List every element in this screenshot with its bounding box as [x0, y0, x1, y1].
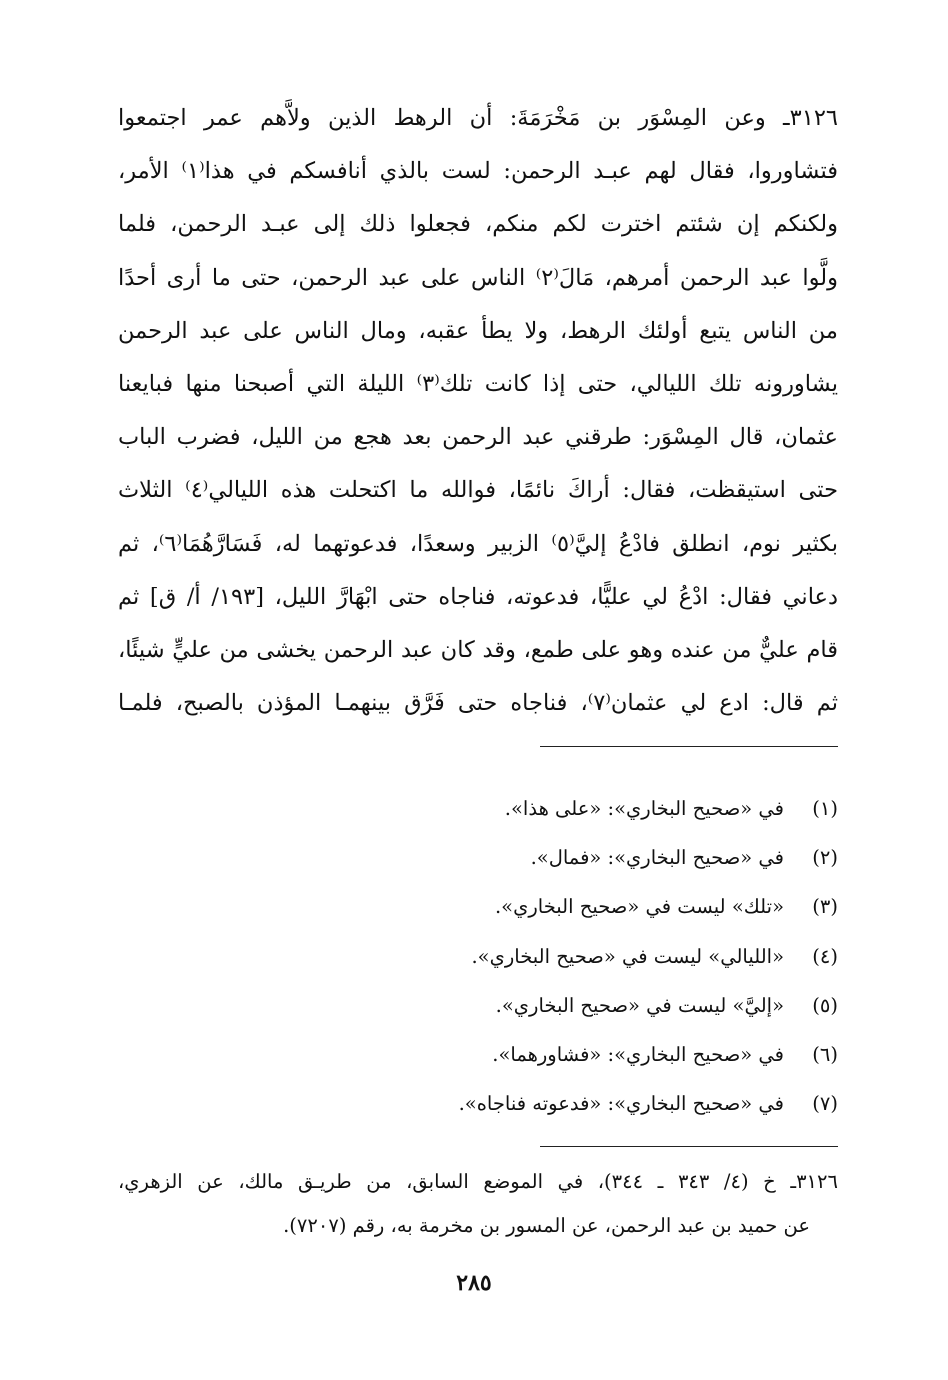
footnote-item	[238, 1079, 838, 1128]
footnote-number: (٣)	[812, 895, 838, 919]
footnote-text: في «صحيح البخاري»: «على هذا».	[504, 797, 784, 820]
body-line: ثم قال: ادع لي عثمان⁽٧⁾، فناجاه حتى فَرَّق بينهمـا المؤذن بالصبح، فلمـا	[118, 690, 838, 717]
source-reference	[118, 1160, 838, 1248]
footnote-text: في «صحيح البخاري»: «فدعوته فناجاه».	[458, 1092, 784, 1116]
footnote-item	[238, 1030, 838, 1079]
body-line: دعاني فقال: ادْعُ لي عليًّا، فدعوته، فناجاه حتى ابْهَارَّ الليل، [١٩٣/ أ/ ق] ثم	[118, 583, 838, 610]
source-divider	[540, 1146, 838, 1147]
footnote-text: «الليالي» ليست في «صحيح البخاري».	[471, 944, 784, 968]
footnote-number: (٢)	[812, 846, 838, 870]
footnote-item	[238, 932, 838, 981]
footnotes-divider	[540, 746, 838, 747]
footnotes-list	[238, 784, 838, 1128]
body-line: ٣١٢٦ـ وعن المِسْوَر بن مَخْرَمَةَ: أن الرهط الذين ولاَّهم عمر اجتمعوا	[118, 105, 838, 131]
footnote-text: «تلك» ليست في «صحيح البخاري».	[494, 895, 784, 919]
footnote-number: (١)	[812, 797, 838, 820]
body-line: ولكنكم إن شئتم اخترت لكم منكم، فجعلوا ذلك إلى عبـد الرحمن، فلما	[118, 211, 838, 238]
footnote-text: في «صحيح البخاري»: «فشاورهما».	[492, 1042, 784, 1066]
body-line: ولَّوا عبد الرحمن أمرهم، مَالَ⁽٢⁾ الناس على عبد الرحمن، حتى ما أرى أحدًا	[118, 264, 838, 291]
footnote-number: (٧)	[812, 1092, 838, 1116]
footnote-number: (٤)	[812, 944, 838, 968]
body-line: فتشاوروا، فقال لهم عبـد الرحمن: لست بالذي أنافسكم في هذا⁽١⁾ الأمر،	[118, 158, 838, 185]
footnote-text: «إليَّ» ليست في «صحيح البخاري».	[495, 993, 784, 1017]
footnote-item	[238, 833, 838, 882]
body-line: من الناس يتبع أولئك الرهط، ولا يطأ عقبه، ومال الناس على عبد الرحمن	[118, 317, 838, 344]
body-line: عثمان، قال المِسْوَر: طرقني عبد الرحمن بعد هجع من الليل، فضرب الباب	[118, 424, 838, 451]
footnote-text: في «صحيح البخاري»: «فمال».	[530, 846, 784, 870]
footnote-item	[238, 981, 838, 1030]
body-line: حتى استيقظت، فقال: أراكَ نائمًا، فوالله ما اكتحلت هذه الليالي⁽٤⁾ الثلاث	[118, 477, 838, 504]
footnote-item	[238, 882, 838, 931]
footnote-number: (٦)	[812, 1042, 838, 1066]
body-line: قام عليٌّ من عنده وهو على طمع، وقد كان عبد الرحمن يخشى من عليٍّ شيئًا،	[118, 636, 838, 663]
footnote-number: (٥)	[812, 993, 838, 1017]
body-line: يشاورونه تلك الليالي، حتى إذا كانت تلك⁽٣⁾ الليلة التي أصبحنا منها فبايعنا	[118, 370, 838, 397]
hadith-body	[118, 92, 838, 730]
source-line: ٣١٢٦ـ خ (٤/ ٣٤٣ ـ ٣٤٤)، في الموضع السابق، من طريـق مالك، عن الزهري،	[118, 1170, 838, 1193]
source-line: عن حميد بن عبد الرحمن، عن المسور بن مخرمة به، رقم (٧٢٠٧).	[283, 1214, 810, 1237]
footnote-item	[238, 784, 838, 833]
body-line: بكثير نوم، انطلق فادْعُ إليَّ⁽٥⁾ الزبير وسعدًا، فدعوتهما له، فَسَارَّهُمَا⁽٦⁾، ثم	[118, 530, 838, 557]
page-number: ٢٨٥	[456, 1270, 492, 1296]
